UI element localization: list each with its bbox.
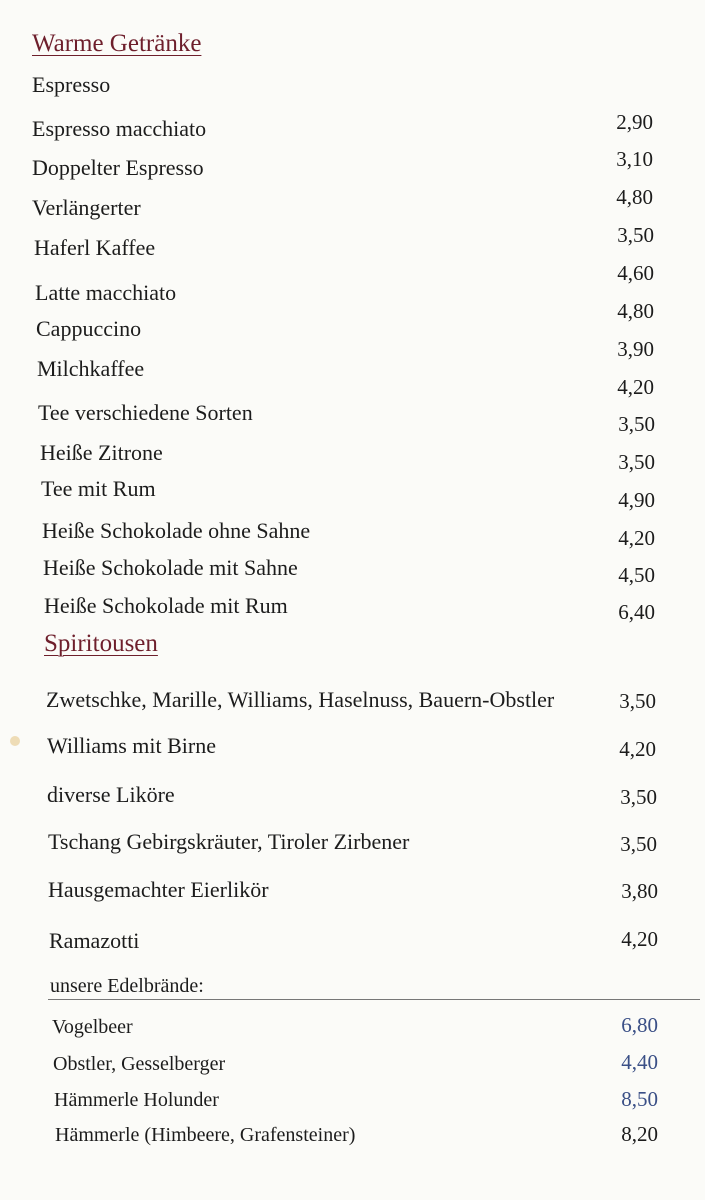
price: 3,50 [619,689,656,713]
price: 3,80 [621,879,658,903]
price: 4,20 [621,927,658,951]
price: 4,20 [618,526,655,550]
price: 4,20 [617,375,654,399]
menu-item: Heiße Schokolade mit Sahne [43,555,298,580]
price: 8,50 [621,1087,658,1111]
menu-item: Obstler, Gesselberger [53,1053,226,1075]
smudge-mark [10,736,20,746]
menu-item: Heiße Schokolade ohne Sahne [42,518,311,543]
menu-item: Tee verschiedene Sorten [38,400,253,425]
price: 4,80 [617,299,654,323]
menu-item: Hämmerle Holunder [54,1089,219,1111]
price: 6,80 [621,1013,658,1037]
menu-item: Latte macchiato [35,280,177,305]
menu-item: Verlängerter [32,195,141,220]
menu-item: Zwetschke, Marille, Williams, Haselnuss, Bauern-Obstler [46,687,555,712]
menu-item: Tee mit Rum [41,476,156,501]
price: 3,50 [618,412,655,436]
divider [48,999,700,1000]
menu-item: Cappuccino [36,316,142,341]
section-title-warm: Warme Getränke [32,30,202,57]
menu-item: Doppelter Espresso [32,155,204,180]
price: 3,50 [618,450,655,474]
menu-item: Espresso macchiato [32,116,207,141]
section-title-spirits: Spiritousen [44,630,158,657]
price: 6,40 [618,600,655,624]
subsection-title-edelbraende: unsere Edelbrände: [50,975,204,997]
price: 3,50 [620,785,657,809]
menu-item: Heiße Schokolade mit Rum [44,593,288,618]
menu-item: Haferl Kaffee [34,235,156,260]
price: 3,90 [617,337,654,361]
price: 4,80 [616,185,653,209]
price: 3,10 [616,147,653,171]
menu-item: Ramazotti [49,928,140,953]
price: 4,50 [618,563,655,587]
menu-item: Milchkaffee [37,356,145,381]
price: 2,90 [616,110,653,134]
menu-item: Tschang Gebirgskräuter, Tiroler Zirbener [48,829,410,854]
menu-item: Vogelbeer [52,1016,133,1038]
price: 4,40 [621,1050,658,1074]
price: 3,50 [617,223,654,247]
menu-item: diverse Liköre [47,782,175,807]
menu-item: Heiße Zitrone [40,440,163,465]
price: 4,60 [617,261,654,285]
price: 4,20 [619,737,656,761]
menu-item: Espresso [32,72,111,97]
price: 3,50 [620,832,657,856]
menu-item: Williams mit Birne [47,733,216,758]
price: 8,20 [621,1122,658,1146]
menu-item: Hämmerle (Himbeere, Grafensteiner) [55,1124,356,1146]
menu-item: Hausgemachter Eierlikör [48,877,269,902]
price: 4,90 [618,488,655,512]
